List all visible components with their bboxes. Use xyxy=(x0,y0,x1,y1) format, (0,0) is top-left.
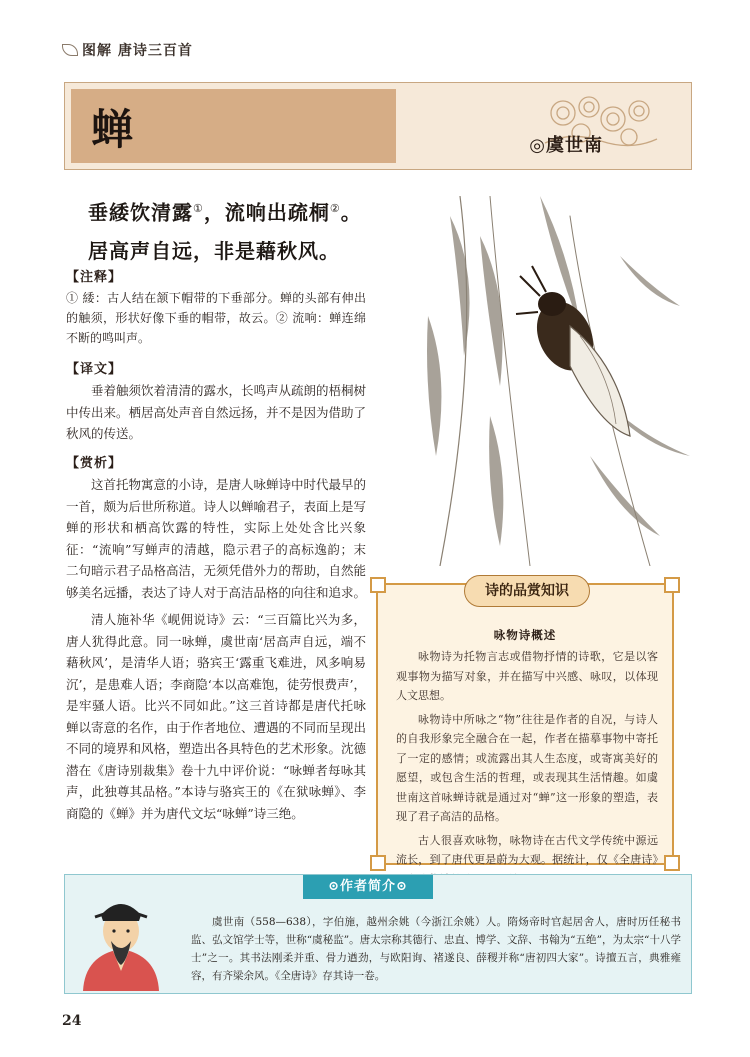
appreciation-text xyxy=(66,474,366,824)
title-panel xyxy=(64,82,692,170)
author-portrait xyxy=(73,891,169,991)
knowledge-paragraph-2: 咏物诗中所咏之“物”往往是作者的自况，与诗人的自我形象完全融合在一起，作者在描摹事物中寄托了一定的感情；或流露出其人生态度，或寄寓美好的愿望，或包含生活的哲理，或表现其生活情趣。如虞世南这首咏蝉诗就是通过对“蝉”这一形象的塑造，表现了君子高洁的品格。 xyxy=(396,712,658,823)
poem-title: 蝉 xyxy=(91,105,138,154)
appreciation-label: 【赏析】 xyxy=(66,456,123,471)
footnote-marker: ② xyxy=(329,202,341,215)
poem-author: ◎虞世南 xyxy=(529,135,603,156)
poem-text xyxy=(88,190,362,270)
appreciation-paragraph-2: 清人施补华《岘佣说诗》云：“三百篇比兴为多，唐人犹得此意。同一咏蝉，虞世南‘居高声自远，端不藉秋风’，是清华人语；骆宾王‘露重飞难进，风多响易沉’，是患难人语；李商隐‘本以高难饱，徒劳恨费声’，是牢骚人语。比兴不同如此。”这三首诗都是唐代托咏蝉以寄意的名作，由于作者地位、遭遇的不同而呈现出不同的境界和风格，塑造出各具特色的艺术形象。沈德潜在《唐诗别裁集》卷十九中评价说：“咏蝉者每咏其声，此独尊其品格。”本诗与骆宾王的《在狱咏蝉》、李商隐的《蝉》并为唐代文坛“咏蝉”诗三绝。 xyxy=(66,612,367,821)
appreciation-paragraph-1: 这首托物寓意的小诗，是唐人咏蝉诗中时代最早的一首，颇为后世所称道。诗人以蝉喻君子，表面上是写蝉的形状和栖高饮露的特性，实际上处处含比兴象征：“流响”写蝉声的清越，隐示君子的高标逸韵；末二句暗示君子品格高洁，无须凭借外力的帮助，自然能够美名远播，表达了诗人对于高洁品格的向往和追求。 xyxy=(66,477,367,600)
translation-label: 【译文】 xyxy=(66,362,123,377)
knowledge-box xyxy=(376,583,674,865)
poem-line-2: 居高声自远，非是藉秋风。 xyxy=(88,238,340,263)
page-number: 24 xyxy=(62,1013,82,1029)
translation-text: 垂着触须饮着清清的露水，长鸣声从疏朗的梧桐树中传出来。栖居高处声音自然远扬，并不是因为借助了秋风的传送。 xyxy=(66,383,367,441)
running-head xyxy=(62,40,193,60)
leaf-icon xyxy=(62,44,78,56)
notes-text: ① 緌：古人结在颔下帽带的下垂部分。蝉的头部有伸出的触须，形状好像下垂的帽带，故云。② 流响：蝉连绵不断的鸣叫声。 xyxy=(66,291,366,345)
knowledge-title: 诗的品赏知识 xyxy=(464,575,590,607)
footnote-marker: ① xyxy=(193,202,204,215)
cicada-painting xyxy=(420,196,694,566)
knowledge-paragraph-3: 古人很喜欢咏物，咏物诗在古代文学传统中源远流长，到了唐代更是蔚为大观。据统计，仅《全唐诗》 xyxy=(396,833,658,866)
author-profile-text: 虞世南（558—638），字伯施，越州余姚（今浙江余姚）人。隋炀帝时官起居舍人，唐时历任秘书监、弘文馆学士等，世称“虞秘监”。唐太宗称其德行、忠直、博学、文辞、书翰为“五绝”，为太宗“十八学士”之一。其书法刚柔并重、骨力遒劲，与欧阳询、褚遂良、薛稷并称“唐初四大家”。诗擅五言，典雅雍容，有齐梁余风。《全唐诗》存其诗一卷。 xyxy=(191,916,681,982)
knowledge-paragraph-1: 咏物诗为托物言志或借物抒情的诗歌，它是以客观事物为描写对象，并在描写中兴感、咏叹，以体现人文思想。 xyxy=(396,650,658,702)
knowledge-subtitle: 咏物诗概述 xyxy=(493,628,557,642)
author-profile-box xyxy=(64,874,692,994)
notes-label: 【注释】 xyxy=(66,270,123,285)
author-profile-heading: ⊙作者简介⊙ xyxy=(303,875,433,899)
title-box xyxy=(71,89,396,163)
poem-line-1: 垂緌饮清露①，流响出疏桐②。 xyxy=(88,200,362,225)
knowledge-text xyxy=(396,647,658,889)
running-head-text: 图解 唐诗三百首 xyxy=(82,43,193,59)
